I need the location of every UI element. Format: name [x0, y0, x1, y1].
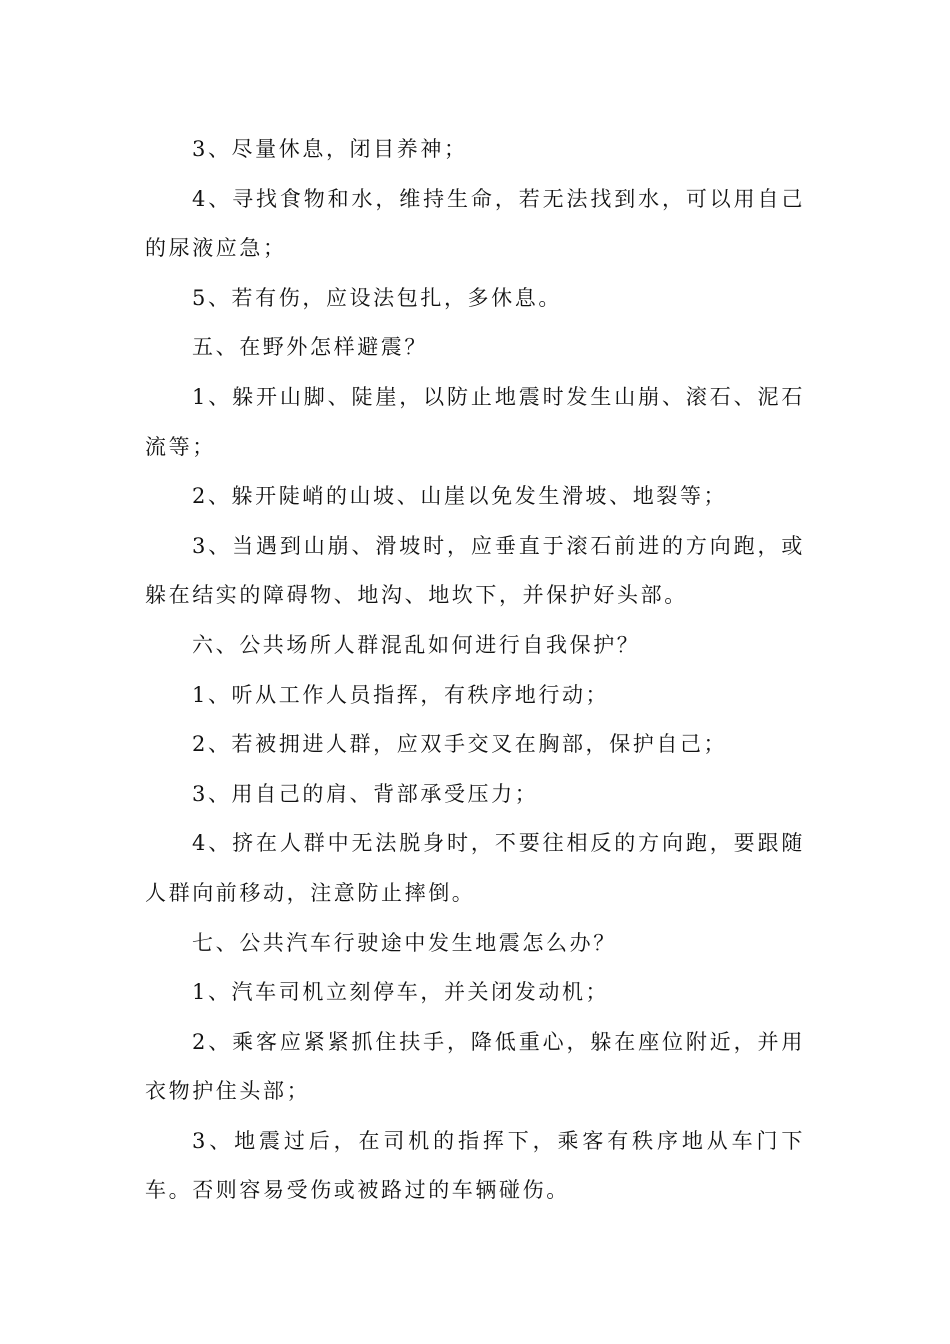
- paragraph-landslide: 3、当遇到山崩、滑坡时，应垂直于滚石前进的方向跑，或躲在结实的障碍物、地沟、地坎下，并保护好头部。: [145, 533, 805, 608]
- paragraph-rest: 3、尽量休息，闭目养神；: [192, 137, 468, 161]
- paragraph-avoid-cliffs: 1、躲开山脚、陡崖，以防止地震时发生山崩、滚石、泥石流等；: [145, 384, 805, 459]
- document-body: [145, 125, 805, 1216]
- section-heading-crowds: 六、公共场所人群混乱如何进行自我保护？: [192, 632, 641, 657]
- paragraph-driver-stop: 1、汽车司机立刻停车，并关闭发动机；: [192, 980, 610, 1005]
- paragraph-bandage-wounds: 5、若有伤，应设法包扎，多休息。: [192, 285, 562, 310]
- paragraph-move-with-crowd: 4、挤在人群中无法脱身时，不要往相反的方向跑，要跟随人群向前移动，注意防止摔倒。: [145, 831, 805, 905]
- paragraph-find-food-water: 4、寻找食物和水，维持生命，若无法找到水，可以用自己的尿液应急；: [145, 186, 805, 261]
- paragraph-passengers-hold: 2、乘客应紧紧抓住扶手，降低重心，躲在座位附近，并用衣物护住头部；: [145, 1029, 805, 1104]
- paragraph-avoid-slopes: 2、躲开陡峭的山坡、山崖以免发生滑坡、地裂等；: [192, 484, 728, 509]
- section-heading-outdoors: 五、在野外怎样避震？: [192, 335, 428, 360]
- paragraph-shoulders-back: 3、用自己的肩、背部承受压力；: [192, 781, 539, 806]
- paragraph-follow-staff: 1、听从工作人员指挥，有秩序地行动；: [192, 682, 610, 707]
- paragraph-exit-bus: 3、地震过后，在司机的指挥下，乘客有秩序地从车门下车。否则容易受伤或被路过的车辆碰伤。: [145, 1128, 805, 1203]
- paragraph-cross-arms: 2、若被拥进人群，应双手交叉在胸部，保护自己；: [192, 732, 728, 757]
- section-heading-bus: 七、公共汽车行驶途中发生地震怎么办？: [192, 930, 617, 955]
